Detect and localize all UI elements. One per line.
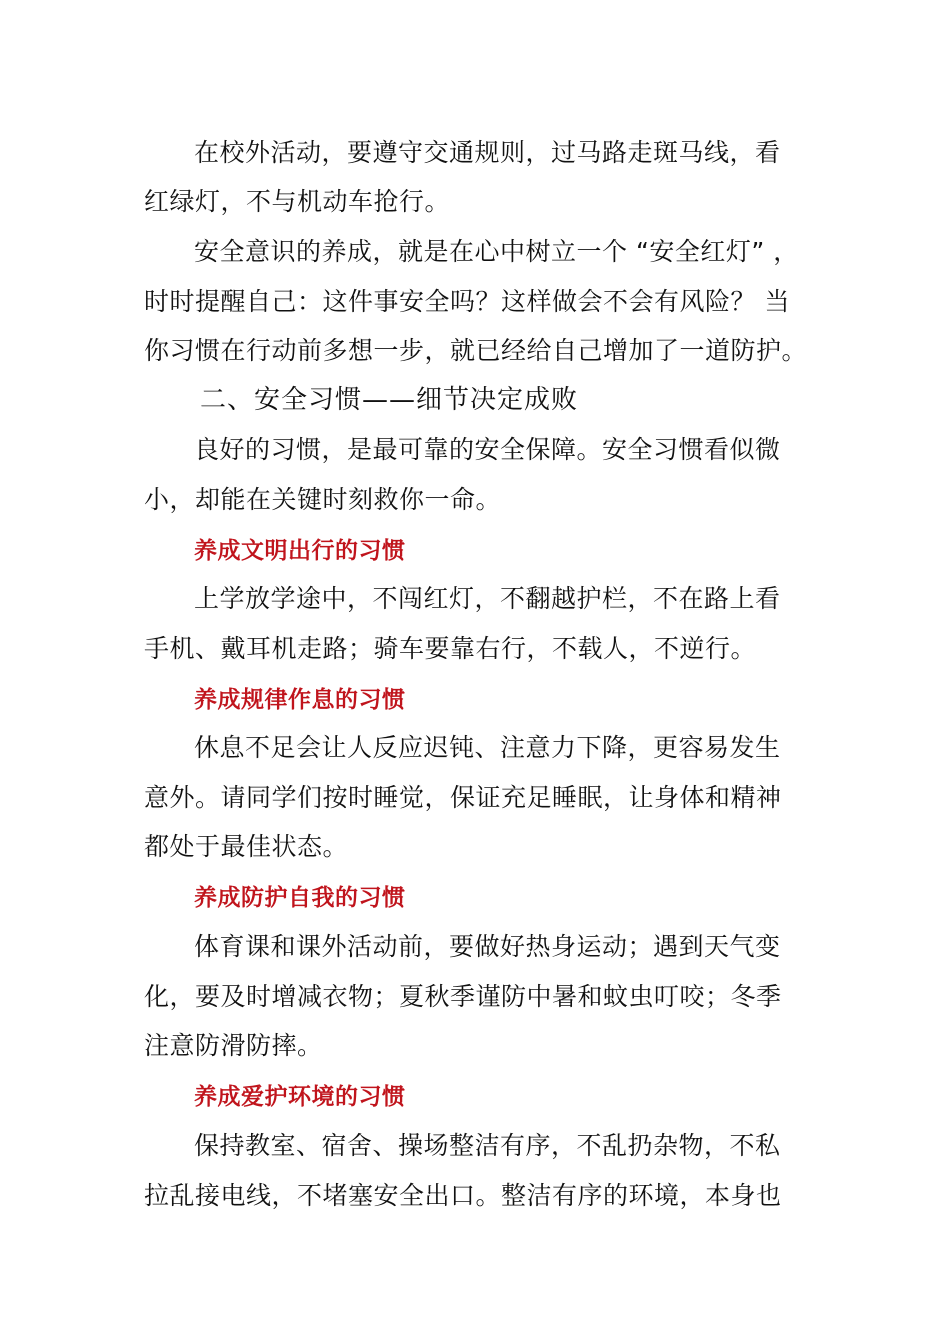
habit-title: 养成防护自我的习惯: [194, 885, 406, 911]
paragraph-line: 化，要及时增减衣物；夏秋季谨防中暑和蚊虫叮咬；冬季: [144, 982, 782, 1011]
paragraph-line: 体育课和课外活动前，要做好热身运动；遇到天气变: [194, 932, 781, 961]
paragraph-line: 良好的习惯，是最可靠的安全保障。安全习惯看似微: [194, 435, 781, 464]
paragraph-line: 保持教室、宿舍、操场整洁有序，不乱扔杂物，不私: [194, 1131, 781, 1160]
paragraph-line: 红绿灯，不与机动车抢行。: [144, 187, 451, 216]
habit-title: 养成文明出行的习惯: [194, 538, 406, 564]
paragraph-line: 时时提醒自己：这件事安全吗？这样做会不会有风险？ 当: [144, 287, 790, 316]
paragraph-line: 你习惯在行动前多想一步，就已经给自己增加了一道防护。: [144, 336, 808, 365]
habit-title: 养成规律作息的习惯: [194, 687, 406, 713]
paragraph-line: 意外。请同学们按时睡觉，保证充足睡眠，让身体和精神: [144, 783, 782, 812]
paragraph-line: 休息不足会让人反应迟钝、注意力下降，更容易发生: [194, 733, 781, 762]
habit-title: 养成爱护环境的习惯: [194, 1084, 406, 1110]
paragraph-line: 小，却能在关键时刻救你一命。: [144, 485, 502, 514]
paragraph-line: 安全意识的养成，就是在心中树立一个 “安全红灯” ，: [194, 237, 799, 266]
paragraph-line: 上学放学途中，不闯红灯，不翻越护栏，不在路上看: [194, 584, 781, 613]
paragraph-line: 拉乱接电线，不堵塞安全出口。整洁有序的环境，本身也: [144, 1181, 782, 1210]
paragraph-line: 注意防滑防摔。: [144, 1031, 323, 1060]
paragraph-line: 都处于最佳状态。: [144, 832, 349, 861]
paragraph-line: 手机、戴耳机走路；骑车要靠右行，不载人，不逆行。: [144, 634, 757, 663]
section-title: 二、安全习惯——细节决定成败: [200, 385, 579, 415]
paragraph-line: 在校外活动，要遵守交通规则，过马路走斑马线，看: [194, 138, 781, 167]
